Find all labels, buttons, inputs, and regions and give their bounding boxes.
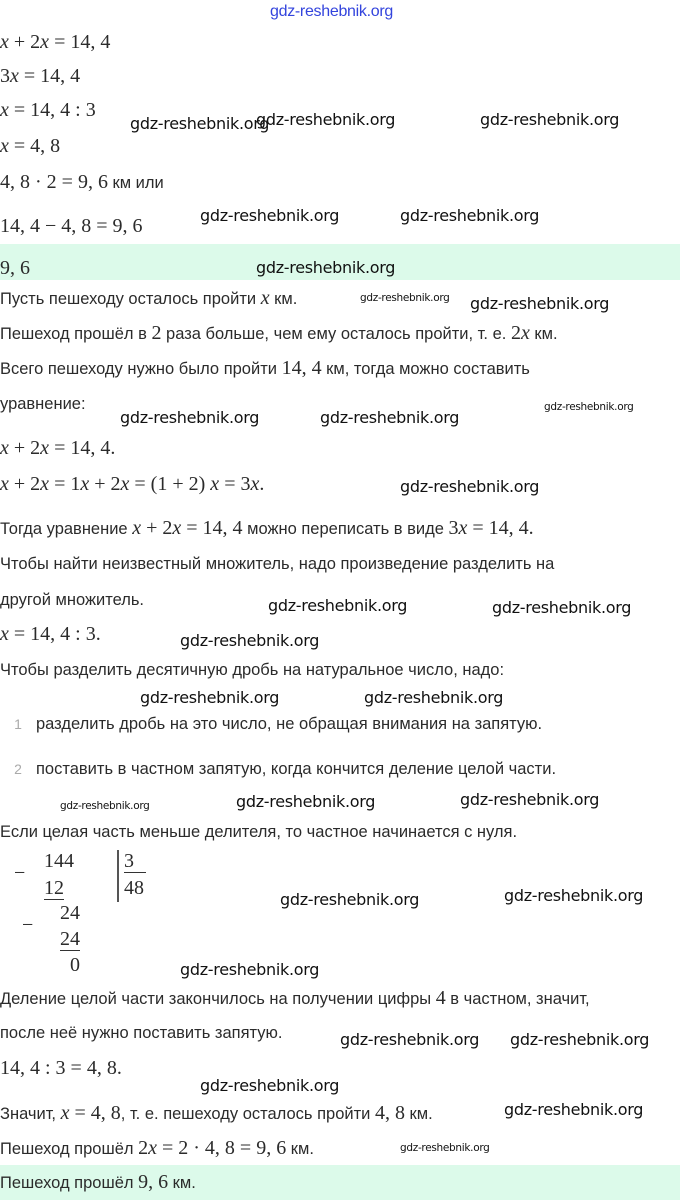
watermark: gdz-reshebnik.org: [120, 408, 260, 427]
watermark: gdz-reshebnik.org: [460, 790, 600, 809]
text-line: [0, 757, 556, 781]
math-segment: = 4, 8: [69, 1102, 121, 1124]
watermark: gdz-reshebnik.org: [268, 596, 408, 615]
math-segment: + 2: [141, 517, 173, 539]
text-line: [0, 214, 143, 239]
math-segment: x: [80, 473, 90, 495]
text-segment: км.: [529, 325, 558, 343]
divisor: 3: [124, 850, 146, 873]
math-segment: 14, 4 − 4, 8 = 9, 6: [0, 215, 143, 237]
watermark: gdz-reshebnik.org: [364, 688, 504, 707]
text-line: [0, 820, 517, 844]
watermark: gdz-reshebnik.org: [256, 258, 396, 277]
text-segment: км или: [107, 174, 164, 192]
text-segment: Если целая часть меньше делителя, то частное начинается с нуля.: [0, 823, 518, 841]
list-number: 1: [14, 716, 22, 732]
math-segment: = 14, 4: [181, 517, 243, 539]
watermark: gdz-reshebnik.org: [60, 800, 150, 812]
math-segment: + 2: [8, 473, 41, 495]
math-segment: + 2: [8, 437, 41, 459]
text-segment: Деление целой части закончилось на получении цифры: [0, 990, 436, 1008]
math-segment: 4: [435, 987, 446, 1009]
text-segment: можно переписать в виде: [242, 520, 449, 538]
math-segment: x: [260, 287, 270, 309]
text-line: [0, 1136, 314, 1161]
math-segment: .: [259, 473, 265, 495]
math-segment: x: [0, 623, 9, 645]
text-segment: поставить в частном запятую, когда кончится деление целой части.: [36, 760, 557, 778]
text-segment: Пешеход прошёл в: [0, 325, 152, 343]
text-segment: км.: [269, 290, 298, 308]
text-line: [0, 256, 30, 281]
watermark: gdz-reshebnik.org: [492, 598, 632, 617]
watermark: gdz-reshebnik.org: [180, 960, 320, 979]
minus-sign: −: [14, 862, 26, 884]
remainder-1: 24: [60, 902, 80, 924]
text-line: [0, 392, 86, 416]
math-segment: 3: [0, 65, 10, 87]
math-segment: = 14, 4: [18, 65, 81, 87]
text-segment: Всего пешеходу нужно было пройти: [0, 360, 282, 378]
watermark: gdz-reshebnik.org: [400, 206, 540, 225]
text-line: [0, 622, 101, 647]
math-segment: = 2 · 4, 8 = 9, 6: [156, 1137, 287, 1159]
subtrahend-1: 12: [44, 877, 64, 899]
math-segment: + 2: [8, 31, 41, 53]
text-segment: км, тогда можно составить: [321, 360, 530, 378]
math-segment: = 14, 4 : 3.: [8, 623, 101, 645]
watermark: gdz-reshebnik.org: [340, 1030, 480, 1049]
text-segment: Чтобы найти неизвестный множитель, надо произведение разделить на: [0, 555, 555, 573]
text-segment: другой множитель.: [0, 591, 145, 609]
text-line: [0, 588, 144, 612]
division-bar: [117, 850, 119, 902]
math-segment: x: [40, 437, 50, 459]
text-segment: , т. е. пешеходу осталось пройти: [120, 1105, 375, 1123]
math-segment: x: [0, 135, 9, 157]
text-line: [0, 1170, 196, 1195]
watermark: gdz-reshebnik.org: [200, 1076, 340, 1095]
text-segment: Значит,: [0, 1105, 61, 1123]
text-segment: Пешеход прошёл: [0, 1140, 139, 1158]
math-segment: x: [0, 437, 9, 459]
math-segment: 14, 4: [281, 357, 322, 379]
math-segment: x: [10, 65, 19, 87]
math-segment: 2: [138, 1137, 149, 1159]
math-segment: x: [0, 99, 9, 121]
text-segment: разделить дробь на это число, не обращая внимания на запятую.: [36, 715, 543, 733]
watermark: gdz-reshebnik.org: [320, 408, 460, 427]
math-segment: 4, 8 · 2 = 9, 6: [0, 171, 108, 193]
text-line: [0, 30, 110, 55]
math-segment: = 1: [49, 473, 81, 495]
watermark: gdz-reshebnik.org: [130, 114, 270, 133]
text-segment: уравнение:: [0, 395, 86, 413]
watermark: gdz-reshebnik.org: [400, 1142, 490, 1154]
math-segment: x: [120, 473, 130, 495]
text-line: [0, 170, 164, 195]
text-segment: км.: [404, 1105, 433, 1123]
math-segment: 3: [448, 517, 459, 539]
watermark: gdz-reshebnik.org: [510, 1030, 650, 1049]
watermark: gdz-reshebnik.org: [140, 688, 280, 707]
text-line: [0, 712, 542, 736]
text-line: [0, 98, 96, 123]
math-segment: x: [148, 1137, 157, 1159]
math-segment: = 14, 4 : 3: [8, 99, 96, 121]
text-segment: Пешеход прошёл: [0, 1174, 139, 1192]
math-segment: = 4, 8: [8, 135, 61, 157]
math-segment: = 14, 4.: [467, 517, 534, 539]
text-line: [0, 134, 60, 159]
text-line: [0, 472, 264, 497]
math-segment: x: [520, 322, 530, 344]
watermark: gdz-reshebnik.org: [236, 792, 376, 811]
dividend: 144: [44, 850, 74, 872]
watermark: gdz-reshebnik.org: [504, 1100, 644, 1119]
text-line: [0, 1101, 433, 1126]
watermark: gdz-reshebnik.org: [200, 206, 340, 225]
math-segment: + 2: [89, 473, 121, 495]
math-segment: x: [210, 473, 220, 495]
watermark: gdz-reshebnik.org: [544, 401, 634, 413]
math-segment: 4, 8: [374, 1102, 405, 1124]
text-line: [0, 436, 115, 461]
text-line: [0, 516, 534, 541]
math-segment: 2: [151, 322, 162, 344]
text-line: [0, 658, 504, 682]
math-segment: 14, 4 : 3 = 4, 8.: [0, 1057, 122, 1079]
math-segment: x: [458, 517, 468, 539]
text-segment: Пусть пешеходу осталось пройти: [0, 290, 261, 308]
subtrahend-2: 24: [60, 928, 80, 950]
math-segment: x: [40, 31, 50, 53]
text-segment: км.: [286, 1140, 314, 1158]
watermark: gdz-reshebnik.org: [280, 890, 420, 909]
math-segment: x: [250, 473, 260, 495]
text-line: [0, 64, 80, 89]
text-segment: Чтобы разделить десятичную дробь на натуральное число, надо:: [0, 661, 505, 679]
watermark: gdz-reshebnik.org: [270, 3, 393, 20]
watermark: gdz-reshebnik.org: [470, 294, 610, 313]
text-line: [0, 552, 554, 576]
math-segment: x: [40, 473, 50, 495]
watermark: gdz-reshebnik.org: [480, 110, 620, 129]
watermark: gdz-reshebnik.org: [256, 110, 396, 129]
text-segment: км.: [168, 1174, 196, 1192]
remainder-2: 0: [70, 954, 80, 976]
math-segment: = 14, 4: [49, 31, 111, 53]
math-segment: x: [0, 31, 9, 53]
text-line: [0, 1056, 122, 1081]
text-line: [0, 1021, 282, 1045]
math-segment: x: [132, 517, 142, 539]
text-line: [0, 986, 590, 1011]
math-segment: x: [0, 473, 9, 495]
math-segment: = (1 + 2): [129, 473, 211, 495]
text-line: [0, 286, 297, 311]
math-segment: x: [60, 1102, 70, 1124]
watermark: gdz-reshebnik.org: [400, 477, 540, 496]
minus-sign: −: [22, 914, 34, 936]
math-segment: 2: [510, 322, 521, 344]
text-line: [0, 356, 530, 381]
watermark: gdz-reshebnik.org: [360, 292, 450, 304]
text-segment: Тогда уравнение: [0, 520, 133, 538]
math-segment: = 14, 4.: [49, 437, 116, 459]
watermark: gdz-reshebnik.org: [504, 886, 644, 905]
math-segment: = 3: [219, 473, 251, 495]
math-segment: x: [172, 517, 182, 539]
text-segment: раза больше, чем ему осталось пройти, т. е.: [161, 325, 511, 343]
math-segment: 9, 6: [0, 257, 30, 279]
watermark: gdz-reshebnik.org: [180, 631, 320, 650]
text-line: [0, 321, 558, 346]
list-number: 2: [14, 761, 22, 777]
text-segment: в частном, значит,: [445, 990, 590, 1008]
quotient: 48: [124, 877, 144, 899]
text-segment: после неё нужно поставить запятую.: [0, 1024, 283, 1042]
math-segment: 9, 6: [138, 1171, 169, 1193]
